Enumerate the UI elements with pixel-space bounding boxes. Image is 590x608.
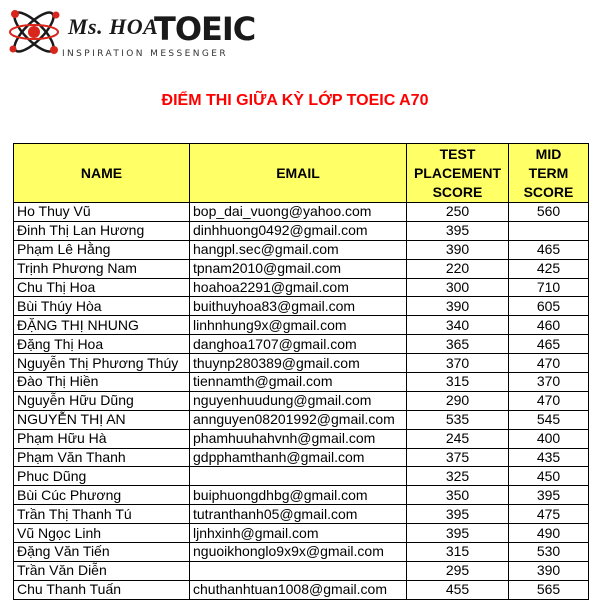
cell-mid-term-score: 370 <box>509 373 589 392</box>
cell-test-placement-score: 250 <box>407 203 509 222</box>
table-row <box>14 561 589 580</box>
cell-test-placement-score: 365 <box>407 335 509 354</box>
cell-mid-term-score: 465 <box>509 240 589 259</box>
cell-test-placement-score: 295 <box>407 561 509 580</box>
header-email: EMAIL <box>190 144 407 203</box>
brand-name: Ms. HOA <box>68 14 159 39</box>
table-row <box>14 316 589 335</box>
cell-email: gdpphamthanh@gmail.com <box>190 448 407 467</box>
table-row <box>14 410 589 429</box>
table-row <box>14 278 589 297</box>
table-row <box>14 391 589 410</box>
table-row <box>14 335 589 354</box>
cell-name: Phạm Văn Thanh <box>14 448 190 467</box>
cell-test-placement-score: 395 <box>407 524 509 543</box>
cell-email <box>190 467 407 486</box>
table-row <box>14 448 589 467</box>
cell-test-placement-score: 290 <box>407 391 509 410</box>
table-body <box>14 203 589 600</box>
cell-email: tpnam2010@gmail.com <box>190 259 407 278</box>
cell-name: Chu Thanh Tuấn <box>14 580 190 599</box>
cell-email: tutranthanh05@gmail.com <box>190 505 407 524</box>
table-row <box>14 429 589 448</box>
cell-email: dinhhuong0492@gmail.com <box>190 221 407 240</box>
cell-mid-term-score: 710 <box>509 278 589 297</box>
cell-test-placement-score: 325 <box>407 467 509 486</box>
table-row <box>14 524 589 543</box>
cell-mid-term-score: 475 <box>509 505 589 524</box>
cell-test-placement-score: 340 <box>407 316 509 335</box>
cell-mid-term-score <box>509 221 589 240</box>
cell-mid-term-score: 390 <box>509 561 589 580</box>
cell-name: Đinh Thị Lan Hương <box>14 221 190 240</box>
header-name: NAME <box>14 144 190 203</box>
table-row <box>14 203 589 222</box>
cell-email: danghoa1707@gmail.com <box>190 335 407 354</box>
cell-test-placement-score: 315 <box>407 543 509 562</box>
cell-test-placement-score: 455 <box>407 580 509 599</box>
score-table <box>13 143 589 600</box>
cell-name: Đặng Văn Tiến <box>14 543 190 562</box>
cell-test-placement-score: 370 <box>407 354 509 373</box>
cell-test-placement-score: 390 <box>407 297 509 316</box>
cell-email: nguyenhuudung@gmail.com <box>190 391 407 410</box>
table-row <box>14 373 589 392</box>
cell-test-placement-score: 395 <box>407 505 509 524</box>
cell-email: buiphuongdhbg@gmail.com <box>190 486 407 505</box>
cell-email: buithuyhoa83@gmail.com <box>190 297 407 316</box>
cell-name: Trịnh Phương Nam <box>14 259 190 278</box>
cell-name: Phuc Dũng <box>14 467 190 486</box>
page-title: ĐIỂM THI GIỮA KỲ LỚP TOEIC A70 <box>161 92 429 109</box>
cell-name: Nguyễn Hữu Dũng <box>14 391 190 410</box>
cell-mid-term-score: 465 <box>509 335 589 354</box>
cell-name: Đào Thị Hiền <box>14 373 190 392</box>
cell-name: Phạm Lê Hằng <box>14 240 190 259</box>
atom-logo-icon <box>4 2 66 62</box>
cell-mid-term-score: 450 <box>509 467 589 486</box>
table-row <box>14 467 589 486</box>
table-row <box>14 580 589 599</box>
cell-name: Phạm Hữu Hà <box>14 429 190 448</box>
cell-name: Vũ Ngọc Linh <box>14 524 190 543</box>
cell-email: hoahoa2291@gmail.com <box>190 278 407 297</box>
cell-email: thuynp280389@gmail.com <box>190 354 407 373</box>
cell-email: hangpl.sec@gmail.com <box>190 240 407 259</box>
table-row <box>14 221 589 240</box>
cell-email: chuthanhtuan1008@gmail.com <box>190 580 407 599</box>
cell-test-placement-score: 395 <box>407 221 509 240</box>
cell-email: phamhuuhahvnh@gmail.com <box>190 429 407 448</box>
table-row <box>14 297 589 316</box>
header-mid-line2: TERM <box>528 164 569 181</box>
header-mid-term-score <box>509 144 589 203</box>
table-row <box>14 240 589 259</box>
cell-name: Đặng Thị Hoa <box>14 335 190 354</box>
cell-mid-term-score: 565 <box>509 580 589 599</box>
cell-mid-term-score: 400 <box>509 429 589 448</box>
header-mid-line1: MID <box>535 145 562 162</box>
cell-mid-term-score: 560 <box>509 203 589 222</box>
cell-mid-term-score: 425 <box>509 259 589 278</box>
cell-mid-term-score: 460 <box>509 316 589 335</box>
header-test-placement-score <box>407 144 509 203</box>
cell-email: tiennamth@gmail.com <box>190 373 407 392</box>
header-mid-line3: SCORE <box>523 183 574 200</box>
brand-product: TOEIC <box>154 10 256 48</box>
header-test-line1: TEST <box>439 145 476 162</box>
cell-name: Trần Văn Diễn <box>14 561 190 580</box>
cell-name: Trần Thị Thanh Tú <box>14 505 190 524</box>
cell-email: ljnhxinh@gmail.com <box>190 524 407 543</box>
cell-mid-term-score: 490 <box>509 524 589 543</box>
cell-test-placement-score: 220 <box>407 259 509 278</box>
header-test-line2: PLACEMENT <box>413 164 502 181</box>
cell-test-placement-score: 375 <box>407 448 509 467</box>
cell-mid-term-score: 470 <box>509 354 589 373</box>
cell-name: Bùi Cúc Phương <box>14 486 190 505</box>
cell-email <box>190 561 407 580</box>
cell-name: Nguyễn Thị Phương Thúy <box>14 354 190 373</box>
table-row <box>14 259 589 278</box>
cell-test-placement-score: 315 <box>407 373 509 392</box>
brand-logo <box>4 2 274 62</box>
brand-tagline: INSPIRATION MESSENGER <box>62 49 228 59</box>
cell-test-placement-score: 350 <box>407 486 509 505</box>
table-header <box>14 144 589 203</box>
cell-email: annguyen08201992@gmail.com <box>190 410 407 429</box>
cell-name: ĐẶNG THỊ NHUNG <box>14 316 190 335</box>
cell-mid-term-score: 545 <box>509 410 589 429</box>
table-row <box>14 543 589 562</box>
cell-mid-term-score: 470 <box>509 391 589 410</box>
cell-test-placement-score: 535 <box>407 410 509 429</box>
cell-email: bop_dai_vuong@yahoo.com <box>190 203 407 222</box>
cell-test-placement-score: 390 <box>407 240 509 259</box>
cell-name: Bùi Thúy Hòa <box>14 297 190 316</box>
cell-name: Chu Thị Hoa <box>14 278 190 297</box>
cell-mid-term-score: 395 <box>509 486 589 505</box>
cell-mid-term-score: 435 <box>509 448 589 467</box>
table-row <box>14 486 589 505</box>
header-test-line3: SCORE <box>432 183 483 200</box>
cell-mid-term-score: 530 <box>509 543 589 562</box>
cell-mid-term-score: 605 <box>509 297 589 316</box>
table-row <box>14 354 589 373</box>
table-row <box>14 505 589 524</box>
cell-test-placement-score: 300 <box>407 278 509 297</box>
cell-email: linhnhung9x@gmail.com <box>190 316 407 335</box>
cell-test-placement-score: 245 <box>407 429 509 448</box>
cell-name: Ho Thuy Vũ <box>14 203 190 222</box>
cell-name: NGUYỄN THỊ AN <box>14 410 190 429</box>
cell-email: nguoikhonglo9x9x@gmail.com <box>190 543 407 562</box>
